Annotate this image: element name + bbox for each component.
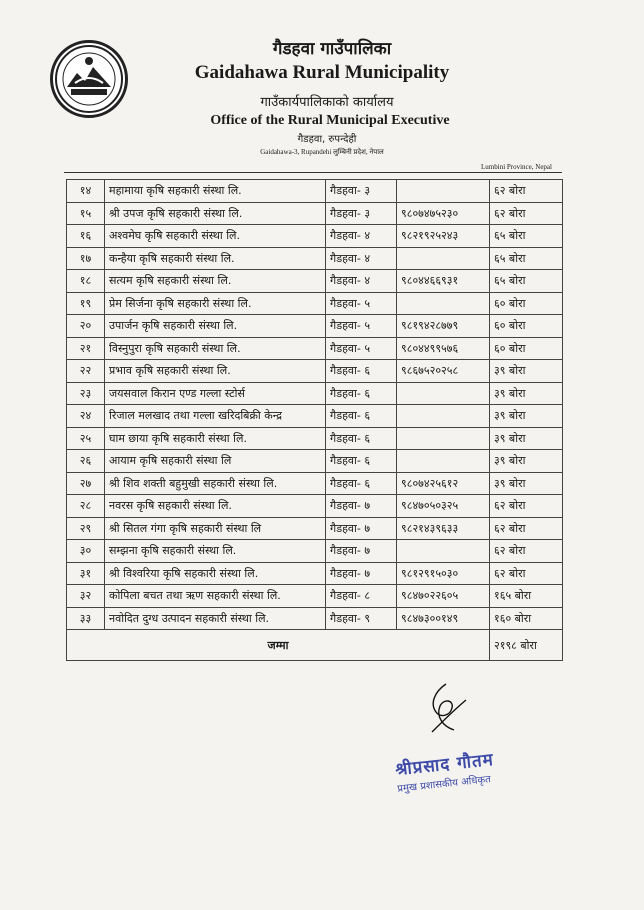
serial-cell: १८ xyxy=(67,270,105,293)
name-cell: कोपिला बचत तथा ऋण सहकारी संस्था लि. xyxy=(105,585,326,608)
phone-cell: ९८०७४७५२३० xyxy=(397,202,490,225)
table-row xyxy=(67,517,563,540)
table-row xyxy=(67,202,563,225)
ward-cell: गैडहवा- ६ xyxy=(326,360,397,383)
table-row xyxy=(67,585,563,608)
name-cell: श्री विश्वरिया कृषि सहकारी संस्था लि. xyxy=(105,562,326,585)
ward-cell: गैडहवा- ७ xyxy=(326,517,397,540)
quantity-cell: ६२ बोरा xyxy=(490,540,563,563)
name-cell: सम्झना कृषि सहकारी संस्था लि. xyxy=(105,540,326,563)
name-cell: कन्हैया कृषि सहकारी संस्था लि. xyxy=(105,247,326,270)
title-english: Gaidahawa Rural Municipality xyxy=(194,62,450,83)
quantity-cell: ६५ बोरा xyxy=(490,247,563,270)
total-label: जम्मा xyxy=(67,630,490,661)
serial-cell: ३२ xyxy=(67,585,105,608)
name-cell: नवरस कृषि सहकारी संस्था लि. xyxy=(105,495,326,518)
name-cell: महामाया कृषि सहकारी संस्था लि. xyxy=(105,180,326,203)
phone-cell xyxy=(397,427,490,450)
phone-cell: ९८०७४२५६१२ xyxy=(397,472,490,495)
table-row xyxy=(67,180,563,203)
quantity-cell: ६२ बोरा xyxy=(490,517,563,540)
ward-cell: गैडहवा- ८ xyxy=(326,585,397,608)
table-row xyxy=(67,247,563,270)
quantity-cell: ३९ बोरा xyxy=(490,360,563,383)
place-nepali: गैडहवा, रुपन्देही xyxy=(297,134,357,145)
table-row xyxy=(67,225,563,248)
serial-cell: २३ xyxy=(67,382,105,405)
phone-cell xyxy=(397,450,490,473)
name-cell: प्रेम सिर्जना कृषि सहकारी संस्था लि. xyxy=(105,292,326,315)
phone-cell xyxy=(397,382,490,405)
ward-cell: गैडहवा- ६ xyxy=(326,427,397,450)
office-english: Office of the Rural Municipal Executive xyxy=(210,113,450,128)
ward-cell: गैडहवा- ५ xyxy=(326,337,397,360)
stamp-name: श्रीप्रसाद गौतम xyxy=(394,749,495,781)
phone-cell: ९८१२९१५०३० xyxy=(397,562,490,585)
phone-cell: ९८०४४६६९३१ xyxy=(397,270,490,293)
title-nepali: गैडहवा गाउँपालिका xyxy=(272,39,392,59)
address: Gaidahawa-3, Rupandehi लुम्बिनी प्रदेश, नेपाल xyxy=(260,148,384,156)
name-cell: श्री सितल गंगा कृषि सहकारी संस्था लि xyxy=(105,517,326,540)
ward-cell: गैडहवा- ६ xyxy=(326,472,397,495)
serial-cell: २५ xyxy=(67,427,105,450)
phone-cell xyxy=(397,247,490,270)
phone-cell: ९८२१९२५२४३ xyxy=(397,225,490,248)
table-row xyxy=(67,495,563,518)
ward-cell: गैडहवा- ५ xyxy=(326,315,397,338)
serial-cell: ३१ xyxy=(67,562,105,585)
phone-cell: ९८१९४२८७७९ xyxy=(397,315,490,338)
quantity-cell: ३९ बोरा xyxy=(490,382,563,405)
quantity-cell: ६० बोरा xyxy=(490,337,563,360)
quantity-cell: ३९ बोरा xyxy=(490,450,563,473)
ward-cell: गैडहवा- ४ xyxy=(326,270,397,293)
name-cell: अश्वमेघ कृषि सहकारी संस्था लि. xyxy=(105,225,326,248)
serial-cell: १४ xyxy=(67,180,105,203)
table-row xyxy=(67,292,563,315)
table-row xyxy=(67,337,563,360)
table-row xyxy=(67,540,563,563)
ward-cell: गैडहवा- ६ xyxy=(326,405,397,428)
ward-cell: गैडहवा- ७ xyxy=(326,495,397,518)
serial-cell: २२ xyxy=(67,360,105,383)
ward-cell: गैडहवा- ५ xyxy=(326,292,397,315)
serial-cell: २९ xyxy=(67,517,105,540)
ward-cell: गैडहवा- ७ xyxy=(326,540,397,563)
name-cell: उपार्जन कृषि सहकारी संस्था लि. xyxy=(105,315,326,338)
stamp-title: प्रमुख प्रशासकीय अधिकृत xyxy=(396,774,492,795)
name-cell: नवोदित दुग्ध उत्पादन सहकारी संस्था लि. xyxy=(105,607,326,630)
name-cell: श्री शिव शक्ती बहुमुखी सहकारी संस्था लि. xyxy=(105,472,326,495)
serial-cell: १७ xyxy=(67,247,105,270)
table-row xyxy=(67,472,563,495)
serial-cell: ३० xyxy=(67,540,105,563)
name-cell: श्री उपज कृषि सहकारी संस्था लि. xyxy=(105,202,326,225)
header-divider xyxy=(64,172,562,173)
ward-cell: गैडहवा- ४ xyxy=(326,247,397,270)
quantity-cell: ६५ बोरा xyxy=(490,225,563,248)
ward-cell: गैडहवा- ९ xyxy=(326,607,397,630)
phone-cell: ९८४७०५०३२५ xyxy=(397,495,490,518)
phone-cell: ९८६७५२०२५८ xyxy=(397,360,490,383)
ward-cell: गैडहवा- ४ xyxy=(326,225,397,248)
quantity-cell: ६० बोरा xyxy=(490,315,563,338)
serial-cell: २७ xyxy=(67,472,105,495)
name-cell: सत्यम कृषि सहकारी संस्था लि. xyxy=(105,270,326,293)
ward-cell: गैडहवा- ३ xyxy=(326,202,397,225)
serial-cell: २४ xyxy=(67,405,105,428)
table-row xyxy=(67,382,563,405)
phone-cell: ९८०४४९९५७६ xyxy=(397,337,490,360)
quantity-cell: ३९ बोरा xyxy=(490,472,563,495)
name-cell: आयाम कृषि सहकारी संस्था लि xyxy=(105,450,326,473)
ward-cell: गैडहवा- ६ xyxy=(326,382,397,405)
quantity-cell: ६५ बोरा xyxy=(490,270,563,293)
province-label: Lumbini Province, Nepal xyxy=(481,163,552,171)
serial-cell: १६ xyxy=(67,225,105,248)
quantity-cell: १६५ बोरा xyxy=(490,585,563,608)
table-row xyxy=(67,405,563,428)
distribution-table xyxy=(66,179,563,661)
quantity-cell: ३९ बोरा xyxy=(490,427,563,450)
phone-cell: ९८२१४३९६३३ xyxy=(397,517,490,540)
serial-cell: ३३ xyxy=(67,607,105,630)
ward-cell: गैडहवा- ७ xyxy=(326,562,397,585)
total-value: २१९८ बोरा xyxy=(490,630,563,661)
office-nepali: गाउँकार्यपालिकाको कार्यालय xyxy=(260,95,394,110)
table-row xyxy=(67,360,563,383)
serial-cell: २० xyxy=(67,315,105,338)
serial-cell: २१ xyxy=(67,337,105,360)
table-row xyxy=(67,450,563,473)
table-row xyxy=(67,607,563,630)
serial-cell: २६ xyxy=(67,450,105,473)
total-row xyxy=(67,630,563,661)
phone-cell xyxy=(397,180,490,203)
table-row xyxy=(67,315,563,338)
quantity-cell: ६२ बोरा xyxy=(490,180,563,203)
phone-cell xyxy=(397,540,490,563)
serial-cell: २८ xyxy=(67,495,105,518)
phone-cell: ९८४७०२२६०५ xyxy=(397,585,490,608)
name-cell: जयसवाल किरान एण्ड गल्ला स्टोर्स xyxy=(105,382,326,405)
quantity-cell: १६० बोरा xyxy=(490,607,563,630)
name-cell: प्रभाव कृषि सहकारी संस्था लि. xyxy=(105,360,326,383)
phone-cell: ९८४७३००१४९ xyxy=(397,607,490,630)
name-cell: विस्नुपुरा कृषि सहकारी संस्था लि. xyxy=(105,337,326,360)
ward-cell: गैडहवा- ६ xyxy=(326,450,397,473)
table-row xyxy=(67,270,563,293)
phone-cell xyxy=(397,292,490,315)
name-cell: रिजाल मलखाद तथा गल्ला खरिदबिक्री केन्द्र xyxy=(105,405,326,428)
quantity-cell: ३९ बोरा xyxy=(490,405,563,428)
signature xyxy=(424,682,468,734)
phone-cell xyxy=(397,405,490,428)
name-cell: घाम छाया कृषि सहकारी संस्था लि. xyxy=(105,427,326,450)
quantity-cell: ६२ बोरा xyxy=(490,495,563,518)
serial-cell: १९ xyxy=(67,292,105,315)
quantity-cell: ६२ बोरा xyxy=(490,202,563,225)
quantity-cell: ६० बोरा xyxy=(490,292,563,315)
serial-cell: १५ xyxy=(67,202,105,225)
table-row xyxy=(67,562,563,585)
quantity-cell: ६२ बोरा xyxy=(490,562,563,585)
table-row xyxy=(67,427,563,450)
ward-cell: गैडहवा- ३ xyxy=(326,180,397,203)
